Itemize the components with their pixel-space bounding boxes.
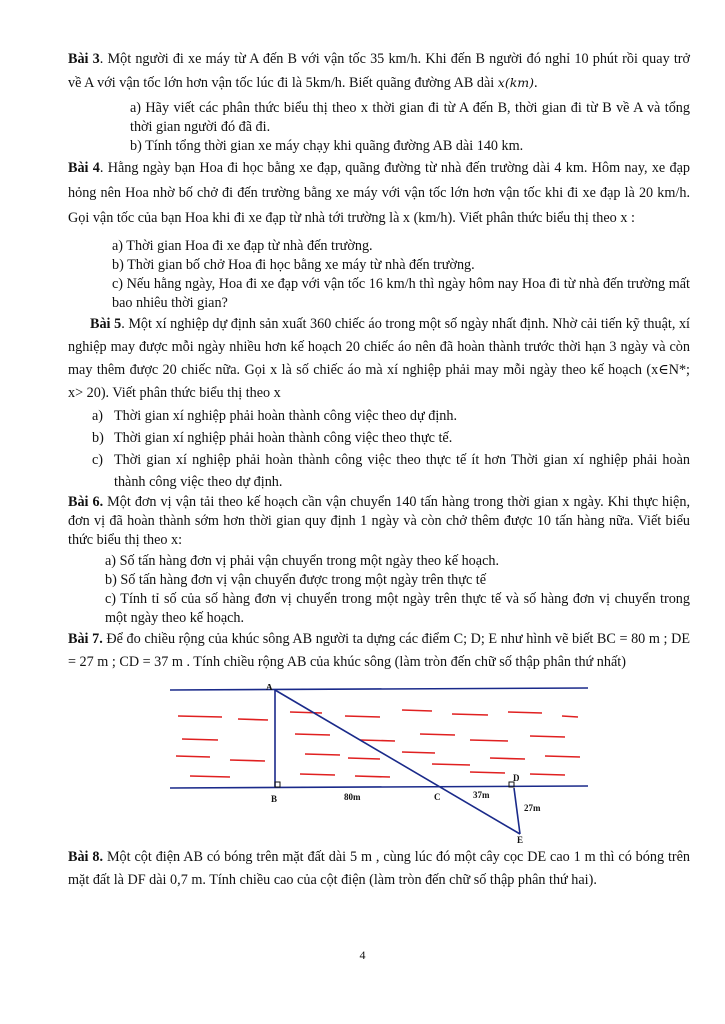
label-e: E (517, 835, 524, 844)
water-dash (508, 712, 542, 713)
water-dash (355, 776, 390, 777)
water-dash (452, 714, 488, 715)
water-dash (545, 756, 580, 757)
bai5-list (68, 405, 690, 493)
label-c: C (434, 792, 441, 802)
bai5-title: Bài 5 (90, 316, 122, 332)
label-d: D (513, 773, 520, 783)
water-dash (190, 776, 230, 777)
bai3-paragraph (68, 48, 690, 95)
bai8-block (68, 846, 690, 892)
bai5-item-b-text: Thời gian xí nghiệp phải hoàn thành công việc theo thực tế. (114, 430, 453, 446)
bai5-item-c-label: c) (92, 452, 104, 468)
label-bc: 80m (344, 792, 361, 802)
water-dash (348, 758, 380, 759)
label-b: B (271, 794, 278, 804)
water-dash (345, 716, 380, 717)
water-dash (402, 752, 435, 753)
bai6-title: Bài 6. (68, 494, 104, 510)
segment-de (514, 788, 520, 834)
water-dash (562, 716, 578, 717)
water-dash (295, 734, 330, 735)
label-a: A (266, 684, 273, 692)
bai5-item-a (92, 405, 690, 427)
bai3-math: x(km) (497, 75, 535, 90)
bai5-item-a-text: Thời gian xí nghiệp phải hoàn thành công việc theo dự định. (114, 408, 458, 424)
bai3-item-a: a) Hãy viết các phân thức biểu thị theo x thời gian đi từ A đến B, thời gian đi từ B về A và tổng thời gian người đó đã đi. (130, 100, 690, 135)
bai5-item-c (92, 449, 690, 493)
bai6-text: Một đơn vị vận tải theo kế hoạch cần vận chuyển 140 tấn hàng trong thời gian x ngày. Khi thực hiện, đơn vị đã hoàn thành sớm hơn thời gian quy định 1 ngày và còn chở thêm được 10 tấn hàng nữa. Viết biểu thức biểu thị theo x: (68, 494, 690, 548)
water-dash (230, 760, 265, 761)
bai5-item-c-text: Thời gian xí nghiệp phải hoàn thành công việc theo thực tế ít hơn Thời gian xí nghiệp phải hoàn thành công việc theo dự định. (114, 452, 690, 490)
bai4-item-b: b) Thời gian bố chở Hoa đi học bằng xe máy từ nhà đến trường. (112, 257, 475, 273)
water-waves (176, 710, 580, 777)
bai8-title: Bài 8. (68, 849, 104, 865)
water-dash (360, 740, 395, 741)
water-dash (402, 710, 432, 711)
bai3-text-end: . (534, 75, 538, 91)
bai6-item-a: a) Số tấn hàng đơn vị phải vận chuyển trong một ngày theo kế hoạch. (105, 553, 500, 569)
bai7-title: Bài 7. (68, 631, 103, 647)
water-dash (470, 772, 505, 773)
bai8-text: Một cột điện AB có bóng trên mặt đất dài 5 m , cùng lúc đó một cây cọc DE cao 1 m thì có bóng trên mặt đất là DF dài 0,7 m. Tính chiều cao của cột điện (làm tròn đến chữ số thập phân thứ hai). (68, 849, 691, 888)
bai4-item-c: c) Nếu hằng ngày, Hoa đi xe đạp với vận tốc 16 km/h thì ngày hôm nay Hoa đi từ nhà đến trường mất bao nhiêu thời gian? (112, 276, 690, 311)
water-dash (176, 756, 210, 757)
label-de: 27m (524, 803, 541, 813)
bai7-paragraph (68, 628, 690, 674)
segment-ae (275, 690, 520, 834)
water-dash (490, 758, 525, 759)
water-dash (290, 712, 322, 713)
water-dash (530, 736, 565, 737)
bai4-paragraph (68, 156, 690, 231)
document-page (68, 48, 690, 674)
bai6-paragraph (68, 493, 690, 550)
bai7-text: Để đo chiều rộng của khúc sông AB người ta dựng các điểm C; D; E như hình vẽ biết BC = 80 m ; DE = 27 m ; CD = 37 m . Tính chiều rộng AB của khúc sông (làm tròn đến chữ số thập phân thứ nhất) (68, 631, 691, 670)
bai4-text: . Hằng ngày bạn Hoa đi học bằng xe đạp, quãng đường từ nhà đến trường dài 4 km. Hôm nay, xe đạp hỏng nên Hoa nhờ bố chở đi đến trường bằng xe máy với vận tốc lớn hơn vận tốc khi đi xe đạp là 20 km/h. Gọi vận tốc của bạn Hoa khi đi xe đạp từ nhà tới trường là x (km/h). Viết phân thức biểu thị theo x : (68, 160, 690, 226)
water-dash (182, 739, 218, 740)
page-number: 4 (359, 948, 366, 962)
label-cd: 37m (473, 790, 490, 800)
bai8-paragraph (68, 846, 690, 892)
bai5-item-b (92, 427, 690, 449)
bai5-text: . Một xí nghiệp dự định sản xuất 360 chiếc áo trong một số ngày nhất định. Nhờ cải tiến kỹ thuật, xí nghiệp may được mỗi ngày nhiều hơn kế hoạch 20 chiếc áo nên đã hoàn thành trước thời hạn 3 ngày và còn may thêm được 20 chiếc nữa. Gọi x là số chiếc áo mà xí nghiệp phải may mỗi ngày theo kế hoạch (x∈N*; x> 20). Viết phân thức biểu thị theo x (68, 316, 690, 401)
bai6-item-c: c) Tính tỉ số của số hàng đơn vị chuyển trong một ngày trên thực tế và số hàng đơn vị chuyển trong một ngày theo kế hoạch. (105, 591, 690, 626)
bai6-item-b: b) Số tấn hàng đơn vị vận chuyển được trong một ngày trên thực tế (105, 572, 487, 588)
water-dash (530, 774, 565, 775)
bai3-title: Bài 3 (68, 51, 100, 67)
water-dash (300, 774, 335, 775)
bai4-item-a: a) Thời gian Hoa đi xe đạp từ nhà đến trường. (112, 238, 373, 254)
bai3-item-b: b) Tính tổng thời gian xe máy chạy khi quãng đường AB dài 140 km. (130, 138, 524, 154)
bai3-text: . Một người đi xe máy từ A đến B với vận tốc 35 km/h. Khi đến B người đó nghỉ 10 phút rồi quay trở về A với vận tốc lớn hơn vận tốc lúc đi là 5km/h. Biết quãng đường AB dài (68, 51, 691, 91)
water-dash (420, 734, 455, 735)
water-dash (470, 740, 508, 741)
water-dash (305, 754, 340, 755)
bai5-item-b-label: b) (92, 430, 104, 446)
bai5-item-a-label: a) (92, 408, 104, 424)
bai5-paragraph (68, 313, 690, 405)
bai4-title: Bài 4 (68, 160, 100, 176)
bottom-bank-line (170, 786, 588, 788)
water-dash (238, 719, 268, 720)
water-dash (178, 716, 222, 717)
top-bank-line (170, 688, 588, 690)
water-dash (432, 764, 470, 765)
river-figure (170, 684, 600, 844)
